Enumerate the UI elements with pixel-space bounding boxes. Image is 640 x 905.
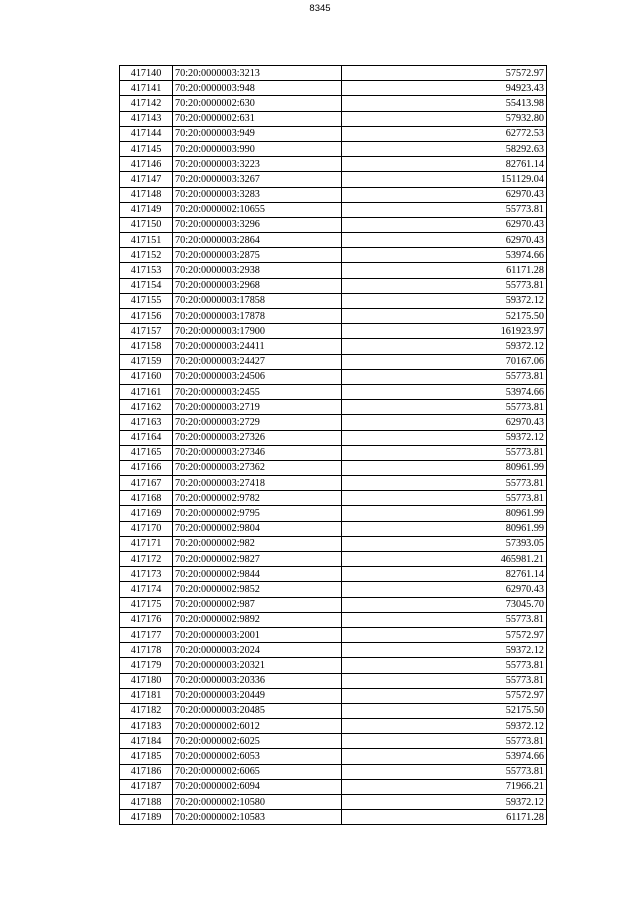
value-cell: 61171.28 bbox=[342, 263, 547, 278]
row-number-cell: 417141 bbox=[120, 81, 173, 96]
row-number-cell: 417158 bbox=[120, 339, 173, 354]
cadastral-number-cell: 70:20:0000003:17900 bbox=[173, 324, 342, 339]
row-number-cell: 417171 bbox=[120, 536, 173, 551]
value-cell: 61171.28 bbox=[342, 810, 547, 825]
table-row bbox=[120, 643, 547, 658]
value-cell: 55773.81 bbox=[342, 202, 547, 217]
table-row bbox=[120, 309, 547, 324]
table-row bbox=[120, 658, 547, 673]
value-cell: 52175.50 bbox=[342, 309, 547, 324]
row-number-cell: 417153 bbox=[120, 263, 173, 278]
value-cell: 57393.05 bbox=[342, 536, 547, 551]
table-row bbox=[120, 66, 547, 81]
value-cell: 62970.43 bbox=[342, 415, 547, 430]
cadastral-number-cell: 70:20:0000002:10655 bbox=[173, 202, 342, 217]
table-row bbox=[120, 491, 547, 506]
cadastral-number-cell: 70:20:0000003:949 bbox=[173, 126, 342, 141]
table-row bbox=[120, 293, 547, 308]
value-cell: 59372.12 bbox=[342, 430, 547, 445]
row-number-cell: 417149 bbox=[120, 202, 173, 217]
cadastral-number-cell: 70:20:0000003:24506 bbox=[173, 369, 342, 384]
table-row bbox=[120, 445, 547, 460]
cadastral-number-cell: 70:20:0000002:9827 bbox=[173, 552, 342, 567]
row-number-cell: 417189 bbox=[120, 810, 173, 825]
table-row bbox=[120, 719, 547, 734]
row-number-cell: 417152 bbox=[120, 248, 173, 263]
table-row bbox=[120, 673, 547, 688]
row-number-cell: 417177 bbox=[120, 627, 173, 642]
value-cell: 52175.50 bbox=[342, 703, 547, 718]
cadastral-number-cell: 70:20:0000003:2024 bbox=[173, 643, 342, 658]
value-cell: 55773.81 bbox=[342, 673, 547, 688]
table-row bbox=[120, 354, 547, 369]
cadastral-number-cell: 70:20:0000003:2719 bbox=[173, 400, 342, 415]
cadastral-number-cell: 70:20:0000002:9852 bbox=[173, 582, 342, 597]
value-cell: 55413.98 bbox=[342, 96, 547, 111]
value-cell: 57572.97 bbox=[342, 688, 547, 703]
cadastral-number-cell: 70:20:0000002:982 bbox=[173, 536, 342, 551]
row-number-cell: 417151 bbox=[120, 233, 173, 248]
value-cell: 53974.66 bbox=[342, 248, 547, 263]
table-row bbox=[120, 612, 547, 627]
value-cell: 55773.81 bbox=[342, 734, 547, 749]
value-cell: 59372.12 bbox=[342, 339, 547, 354]
table-row bbox=[120, 597, 547, 612]
value-cell: 62970.43 bbox=[342, 233, 547, 248]
row-number-cell: 417163 bbox=[120, 415, 173, 430]
row-number-cell: 417154 bbox=[120, 278, 173, 293]
value-cell: 82761.14 bbox=[342, 157, 547, 172]
value-cell: 59372.12 bbox=[342, 719, 547, 734]
row-number-cell: 417186 bbox=[120, 764, 173, 779]
row-number-cell: 417187 bbox=[120, 779, 173, 794]
table-row bbox=[120, 764, 547, 779]
value-cell: 70167.06 bbox=[342, 354, 547, 369]
row-number-cell: 417169 bbox=[120, 506, 173, 521]
value-cell: 161923.97 bbox=[342, 324, 547, 339]
row-number-cell: 417183 bbox=[120, 719, 173, 734]
row-number-cell: 417181 bbox=[120, 688, 173, 703]
cadastral-number-cell: 70:20:0000003:20336 bbox=[173, 673, 342, 688]
cadastral-number-cell: 70:20:0000002:10580 bbox=[173, 795, 342, 810]
cadastral-number-cell: 70:20:0000003:2864 bbox=[173, 233, 342, 248]
table-row bbox=[120, 172, 547, 187]
cadastral-number-cell: 70:20:0000003:2968 bbox=[173, 278, 342, 293]
table-row bbox=[120, 521, 547, 536]
value-cell: 55773.81 bbox=[342, 476, 547, 491]
cadastral-number-cell: 70:20:0000003:27362 bbox=[173, 460, 342, 475]
row-number-cell: 417142 bbox=[120, 96, 173, 111]
value-cell: 62970.43 bbox=[342, 582, 547, 597]
value-cell: 62970.43 bbox=[342, 187, 547, 202]
cadastral-number-cell: 70:20:0000003:990 bbox=[173, 141, 342, 156]
row-number-cell: 417188 bbox=[120, 795, 173, 810]
table-row bbox=[120, 81, 547, 96]
value-cell: 57572.97 bbox=[342, 627, 547, 642]
table-row bbox=[120, 157, 547, 172]
cadastral-number-cell: 70:20:0000002:987 bbox=[173, 597, 342, 612]
row-number-cell: 417147 bbox=[120, 172, 173, 187]
table-row bbox=[120, 810, 547, 825]
table-row bbox=[120, 506, 547, 521]
cadastral-number-cell: 70:20:0000003:20485 bbox=[173, 703, 342, 718]
cadastral-number-cell: 70:20:0000003:948 bbox=[173, 81, 342, 96]
cadastral-number-cell: 70:20:0000002:6065 bbox=[173, 764, 342, 779]
row-number-cell: 417140 bbox=[120, 66, 173, 81]
row-number-cell: 417178 bbox=[120, 643, 173, 658]
cadastral-number-cell: 70:20:0000003:3223 bbox=[173, 157, 342, 172]
value-cell: 55773.81 bbox=[342, 278, 547, 293]
cadastral-number-cell: 70:20:0000003:3296 bbox=[173, 217, 342, 232]
table-row bbox=[120, 795, 547, 810]
row-number-cell: 417145 bbox=[120, 141, 173, 156]
value-cell: 53974.66 bbox=[342, 384, 547, 399]
table-row bbox=[120, 779, 547, 794]
table-row bbox=[120, 369, 547, 384]
row-number-cell: 417184 bbox=[120, 734, 173, 749]
value-cell: 55773.81 bbox=[342, 612, 547, 627]
value-cell: 55773.81 bbox=[342, 400, 547, 415]
value-cell: 55773.81 bbox=[342, 491, 547, 506]
row-number-cell: 417174 bbox=[120, 582, 173, 597]
cadastral-number-cell: 70:20:0000003:27418 bbox=[173, 476, 342, 491]
page-number: 8345 bbox=[309, 3, 331, 14]
table-row bbox=[120, 476, 547, 491]
row-number-cell: 417180 bbox=[120, 673, 173, 688]
cadastral-number-cell: 70:20:0000003:2001 bbox=[173, 627, 342, 642]
cadastral-number-cell: 70:20:0000002:9795 bbox=[173, 506, 342, 521]
table-row bbox=[120, 627, 547, 642]
row-number-cell: 417164 bbox=[120, 430, 173, 445]
table-row bbox=[120, 126, 547, 141]
value-cell: 55773.81 bbox=[342, 369, 547, 384]
cadastral-number-cell: 70:20:0000002:6012 bbox=[173, 719, 342, 734]
value-cell: 59372.12 bbox=[342, 795, 547, 810]
cadastral-number-cell: 70:20:0000003:2875 bbox=[173, 248, 342, 263]
table-row bbox=[120, 141, 547, 156]
row-number-cell: 417176 bbox=[120, 612, 173, 627]
value-cell: 80961.99 bbox=[342, 506, 547, 521]
row-number-cell: 417146 bbox=[120, 157, 173, 172]
value-cell: 55773.81 bbox=[342, 445, 547, 460]
row-number-cell: 417172 bbox=[120, 552, 173, 567]
table-row bbox=[120, 187, 547, 202]
table-row bbox=[120, 384, 547, 399]
cadastral-number-cell: 70:20:0000003:3213 bbox=[173, 66, 342, 81]
table-row bbox=[120, 96, 547, 111]
table-row bbox=[120, 734, 547, 749]
table-row bbox=[120, 263, 547, 278]
value-cell: 58292.63 bbox=[342, 141, 547, 156]
cadastral-number-cell: 70:20:0000003:2938 bbox=[173, 263, 342, 278]
cadastral-number-cell: 70:20:0000003:17878 bbox=[173, 309, 342, 324]
cadastral-number-cell: 70:20:0000003:27326 bbox=[173, 430, 342, 445]
cadastral-number-cell: 70:20:0000003:24411 bbox=[173, 339, 342, 354]
cadastral-number-cell: 70:20:0000003:2455 bbox=[173, 384, 342, 399]
cadastral-number-cell: 70:20:0000002:9892 bbox=[173, 612, 342, 627]
table-row bbox=[120, 703, 547, 718]
row-number-cell: 417161 bbox=[120, 384, 173, 399]
cadastral-number-cell: 70:20:0000002:9844 bbox=[173, 567, 342, 582]
table-row bbox=[120, 217, 547, 232]
table-row bbox=[120, 567, 547, 582]
row-number-cell: 417162 bbox=[120, 400, 173, 415]
value-cell: 62772.53 bbox=[342, 126, 547, 141]
value-cell: 53974.66 bbox=[342, 749, 547, 764]
cadastral-number-cell: 70:20:0000003:20321 bbox=[173, 658, 342, 673]
row-number-cell: 417144 bbox=[120, 126, 173, 141]
value-cell: 73045.70 bbox=[342, 597, 547, 612]
cadastral-number-cell: 70:20:0000003:3267 bbox=[173, 172, 342, 187]
table-row bbox=[120, 324, 547, 339]
cadastral-number-cell: 70:20:0000003:27346 bbox=[173, 445, 342, 460]
row-number-cell: 417156 bbox=[120, 309, 173, 324]
row-number-cell: 417175 bbox=[120, 597, 173, 612]
cadastral-number-cell: 70:20:0000003:3283 bbox=[173, 187, 342, 202]
registry-table bbox=[119, 65, 547, 825]
row-number-cell: 417148 bbox=[120, 187, 173, 202]
value-cell: 71966.21 bbox=[342, 779, 547, 794]
row-number-cell: 417160 bbox=[120, 369, 173, 384]
table-row bbox=[120, 460, 547, 475]
cadastral-number-cell: 70:20:0000002:6053 bbox=[173, 749, 342, 764]
cadastral-number-cell: 70:20:0000002:6094 bbox=[173, 779, 342, 794]
table-row bbox=[120, 552, 547, 567]
cadastral-number-cell: 70:20:0000002:10583 bbox=[173, 810, 342, 825]
row-number-cell: 417168 bbox=[120, 491, 173, 506]
row-number-cell: 417185 bbox=[120, 749, 173, 764]
cadastral-number-cell: 70:20:0000002:630 bbox=[173, 96, 342, 111]
cadastral-number-cell: 70:20:0000003:24427 bbox=[173, 354, 342, 369]
table-row bbox=[120, 688, 547, 703]
row-number-cell: 417143 bbox=[120, 111, 173, 126]
row-number-cell: 417167 bbox=[120, 476, 173, 491]
value-cell: 62970.43 bbox=[342, 217, 547, 232]
value-cell: 80961.99 bbox=[342, 460, 547, 475]
row-number-cell: 417157 bbox=[120, 324, 173, 339]
table-row bbox=[120, 111, 547, 126]
cadastral-number-cell: 70:20:0000002:9782 bbox=[173, 491, 342, 506]
value-cell: 465981.21 bbox=[342, 552, 547, 567]
cadastral-number-cell: 70:20:0000003:2729 bbox=[173, 415, 342, 430]
value-cell: 82761.14 bbox=[342, 567, 547, 582]
registry-table-body bbox=[120, 66, 547, 825]
table-row bbox=[120, 582, 547, 597]
cadastral-number-cell: 70:20:0000003:20449 bbox=[173, 688, 342, 703]
value-cell: 59372.12 bbox=[342, 293, 547, 308]
cadastral-number-cell: 70:20:0000002:6025 bbox=[173, 734, 342, 749]
cadastral-number-cell: 70:20:0000002:631 bbox=[173, 111, 342, 126]
table-row bbox=[120, 202, 547, 217]
table-row bbox=[120, 400, 547, 415]
row-number-cell: 417165 bbox=[120, 445, 173, 460]
table-row bbox=[120, 233, 547, 248]
table-row bbox=[120, 415, 547, 430]
value-cell: 55773.81 bbox=[342, 764, 547, 779]
value-cell: 94923.43 bbox=[342, 81, 547, 96]
table-row bbox=[120, 248, 547, 263]
value-cell: 80961.99 bbox=[342, 521, 547, 536]
row-number-cell: 417159 bbox=[120, 354, 173, 369]
row-number-cell: 417150 bbox=[120, 217, 173, 232]
row-number-cell: 417182 bbox=[120, 703, 173, 718]
row-number-cell: 417170 bbox=[120, 521, 173, 536]
table-row bbox=[120, 536, 547, 551]
value-cell: 59372.12 bbox=[342, 643, 547, 658]
value-cell: 57572.97 bbox=[342, 66, 547, 81]
table-row bbox=[120, 339, 547, 354]
row-number-cell: 417179 bbox=[120, 658, 173, 673]
row-number-cell: 417173 bbox=[120, 567, 173, 582]
value-cell: 55773.81 bbox=[342, 658, 547, 673]
row-number-cell: 417155 bbox=[120, 293, 173, 308]
cadastral-number-cell: 70:20:0000002:9804 bbox=[173, 521, 342, 536]
row-number-cell: 417166 bbox=[120, 460, 173, 475]
value-cell: 57932.80 bbox=[342, 111, 547, 126]
table-row bbox=[120, 278, 547, 293]
table-row bbox=[120, 430, 547, 445]
value-cell: 151129.04 bbox=[342, 172, 547, 187]
cadastral-number-cell: 70:20:0000003:17858 bbox=[173, 293, 342, 308]
table-row bbox=[120, 749, 547, 764]
